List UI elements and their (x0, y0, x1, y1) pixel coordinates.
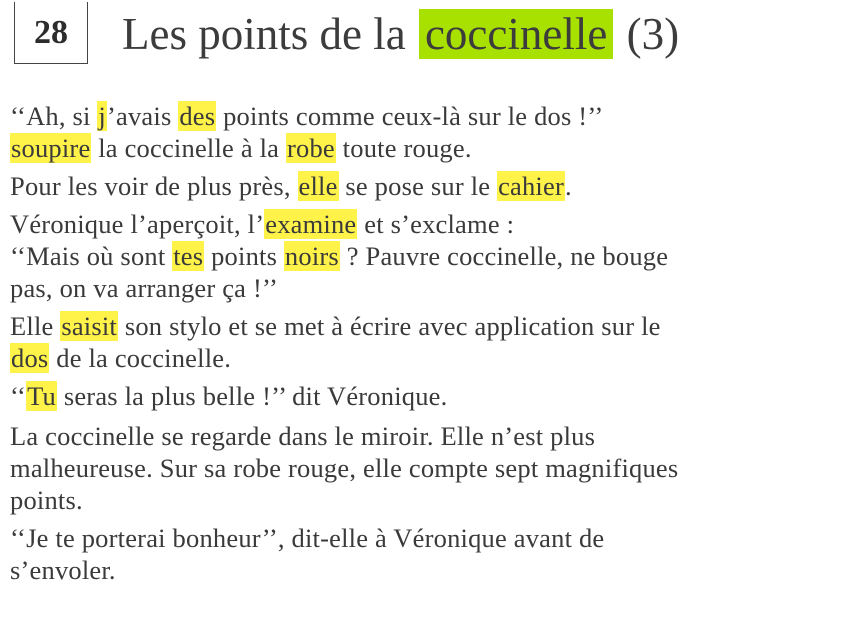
text-segment: points (204, 241, 284, 271)
text-line (10, 272, 850, 304)
text-segment: s’envoler. (10, 555, 116, 585)
highlighted-word: noirs (284, 241, 339, 271)
text-line (10, 452, 850, 484)
text-line (10, 310, 850, 342)
lesson-number-box (14, 2, 88, 64)
text-segment: toute rouge. (335, 133, 472, 163)
text-line (10, 100, 850, 132)
text-line (10, 208, 850, 240)
text-segment: points. (10, 485, 83, 515)
text-segment: ‘‘ (10, 381, 27, 411)
text-segment: et s’exclame : (357, 209, 515, 239)
text-line (10, 132, 850, 164)
text-line (10, 420, 850, 452)
text-segment: pas, on va arranger ça !’’ (10, 273, 279, 303)
text-segment: de la coccinelle. (49, 343, 232, 373)
text-segment: Elle (10, 311, 61, 341)
text-segment: Véronique l’aperçoit, l’ (10, 209, 265, 239)
text-line (10, 484, 850, 516)
text-segment: points comme ceux-là sur le dos !’’ (216, 101, 604, 131)
text-segment: ? Pauvre coccinelle, ne bouge (339, 241, 669, 271)
highlighted-word: elle (298, 171, 338, 201)
highlighted-word: tes (173, 241, 204, 271)
page-title (122, 6, 679, 62)
title-text-before: Les points de la (122, 9, 406, 59)
highlighted-word: dos (11, 343, 49, 373)
highlighted-word: soupire (11, 133, 91, 163)
text-segment: ‘‘Ah, si (10, 101, 98, 131)
text-line (10, 240, 850, 272)
text-line (10, 554, 850, 586)
text-segment: seras la plus belle !’’ dit Véronique. (57, 381, 448, 411)
story-text (10, 100, 850, 586)
text-line (10, 342, 850, 374)
text-segment: se pose sur le (338, 171, 498, 201)
text-line (10, 522, 850, 554)
lesson-number: 28 (34, 13, 68, 51)
title-text-after: (3) (626, 9, 680, 59)
text-segment: malheureuse. Sur sa robe rouge, elle compte sept magnifiques (10, 453, 679, 483)
text-segment: ‘‘Mais où sont (10, 241, 173, 271)
text-segment: La coccinelle se regarde dans le miroir. Elle n’est plus (10, 421, 596, 451)
text-line (10, 380, 850, 412)
highlighted-word: robe (286, 133, 335, 163)
highlighted-word: j (98, 101, 106, 131)
text-segment: . (565, 171, 572, 201)
text-segment: Pour les voir de plus près, (10, 171, 298, 201)
text-segment: la coccinelle à la (91, 133, 286, 163)
highlighted-word: cahier (498, 171, 564, 201)
highlighted-word: examine (265, 209, 357, 239)
highlighted-word: saisit (61, 311, 117, 341)
highlighted-word: des (179, 101, 216, 131)
text-segment: ‘‘Je te porterai bonheur’’, dit-elle à Véronique avant de (10, 523, 605, 553)
text-line (10, 170, 850, 202)
title-highlighted-word: coccinelle (419, 9, 613, 59)
text-segment: son stylo et se met à écrire avec application sur le (118, 311, 661, 341)
highlighted-word: Tu (27, 381, 56, 411)
text-segment: ’avais (107, 101, 179, 131)
